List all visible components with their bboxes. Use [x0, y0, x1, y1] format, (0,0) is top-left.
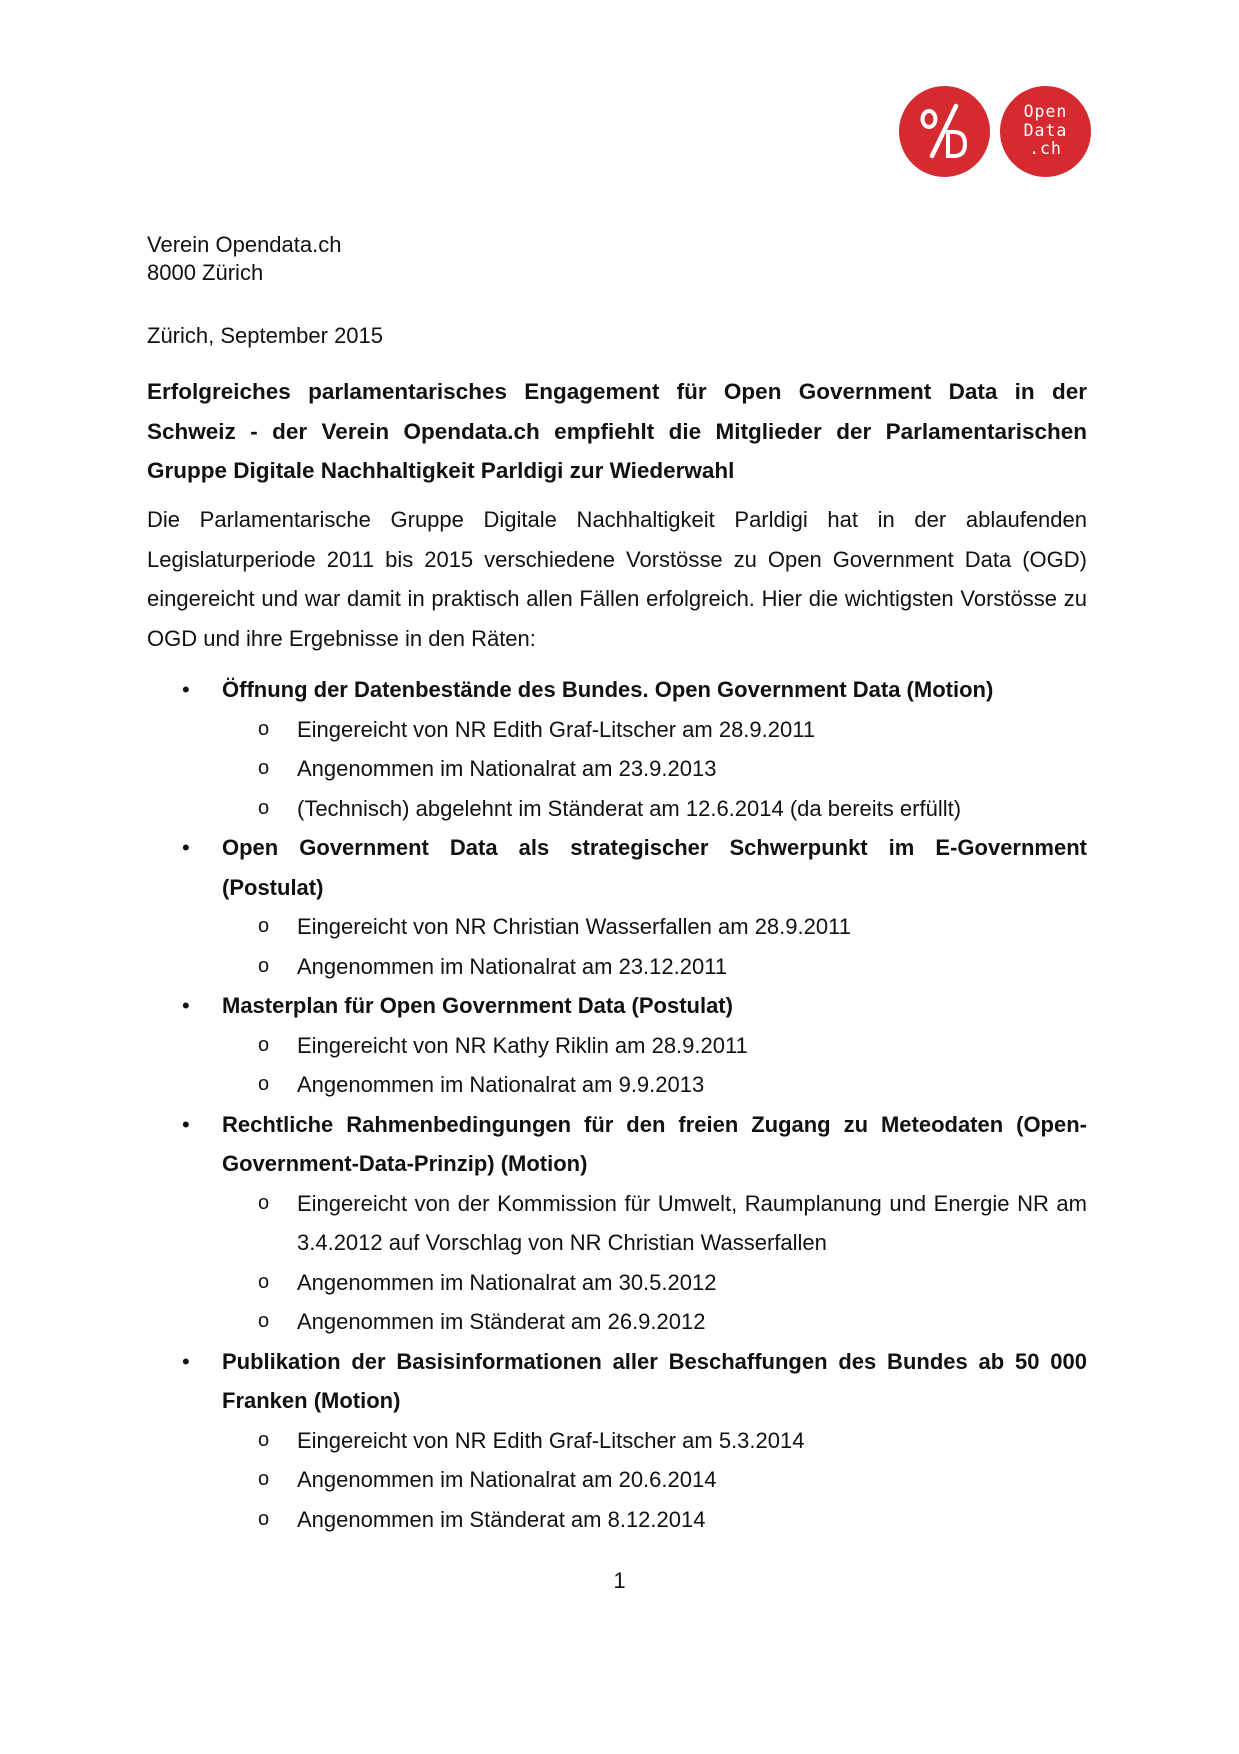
sub-bullet-icon: o [258, 757, 270, 779]
sub-list-item-text: Eingereicht von NR Christian Wasserfallen am 28.9.2011 [297, 914, 851, 939]
list-item-title: Publikation der Basisinformationen aller Beschaffungen des Bundes ab 50 000 Franken (Motion) [222, 1348, 1087, 1413]
sub-bullet-icon: o [258, 1270, 270, 1293]
sub-bullet-icon: o [258, 1191, 270, 1214]
percent-d-logo-icon [899, 86, 990, 177]
sub-list-item [222, 1065, 1087, 1105]
sub-list-item [222, 1026, 1087, 1066]
sub-list-item-text: Eingereicht von NR Edith Graf-Litscher am 28.9.2011 [297, 716, 816, 742]
sub-list-item-text: Angenommen im Nationalrat am 30.5.2012 [297, 1269, 717, 1295]
sub-list [222, 907, 1087, 986]
sub-bullet-icon: o [258, 1428, 270, 1451]
opendata-logo [899, 86, 1091, 178]
sub-list-item-text: Angenommen im Nationalrat am 20.6.2014 [297, 1467, 717, 1492]
sub-list-item [222, 710, 1087, 750]
intro-paragraph: Die Parlamentarische Gruppe Digitale Nachhaltigkeit Parldigi hat in der ablaufenden Legislaturperiode 2011 bis 2015 verschiedene Vorstösse zu Open Government Data (OGD) eingereicht und war damit in praktisch allen Fällen erfolgreich. Hier die wichtigsten Vorstösse zu OGD und ihre Ergebnisse in den Räten: [147, 507, 1087, 651]
sub-bullet-icon: o [258, 717, 270, 740]
sub-list [222, 1421, 1087, 1540]
sub-list-item [222, 907, 1087, 947]
bullet-icon: • [182, 677, 190, 702]
sub-list-item-text: Angenommen im Nationalrat am 23.12.2011 [297, 953, 728, 979]
bullet-icon: • [182, 1348, 190, 1374]
sub-bullet-icon: o [258, 915, 270, 937]
sub-bullet-icon: o [258, 1468, 270, 1490]
list-item-title: Open Government Data als strategischer Schwerpunkt im E-Government (Postulat) [222, 835, 1087, 900]
list-item [147, 1105, 1087, 1342]
sub-list-item-text: (Technisch) abgelehnt im Ständerat am 12.6.2014 (da bereits erfüllt) [297, 795, 962, 821]
sub-list-item [222, 789, 1087, 829]
sub-bullet-icon: o [258, 796, 270, 819]
list-item-title: Öffnung der Datenbestände des Bundes. Open Government Data (Motion) [222, 677, 994, 702]
list-item [147, 670, 1087, 828]
sub-list-item [222, 947, 1087, 987]
sub-list [222, 1184, 1087, 1342]
document-date: Zürich, September 2015 [147, 323, 384, 348]
sub-list-item [222, 749, 1087, 789]
list-item-title: Masterplan für Open Government Data (Postulat) [222, 993, 733, 1018]
bullet-icon: • [182, 1111, 190, 1137]
sub-list-item [222, 1184, 1087, 1263]
address-line-2: 8000 Zürich [147, 260, 264, 285]
page-number: 1 [613, 1568, 626, 1593]
sub-bullet-icon: o [258, 1310, 270, 1332]
sub-list-item [222, 1500, 1087, 1540]
sub-bullet-icon: o [258, 1073, 270, 1095]
motion-list [147, 670, 1087, 1539]
opendata-ch-logo-badge [1000, 86, 1091, 177]
list-item [147, 828, 1087, 986]
sub-bullet-icon: o [258, 1033, 270, 1056]
sub-list-item-text: Angenommen im Ständerat am 8.12.2014 [297, 1506, 706, 1532]
sub-list-item [222, 1302, 1087, 1342]
sub-list-item-text: Eingereicht von NR Kathy Riklin am 28.9.2011 [297, 1032, 748, 1058]
document-title: Erfolgreiches parlamentarisches Engagement für Open Government Data in der Schweiz - der Verein Opendata.ch empfiehlt die Mitglieder der Parlamentarischen Gruppe Digitale Nachhaltigkeit Parldigi zur Wiederwahl [147, 379, 1087, 483]
sub-bullet-icon: o [258, 954, 270, 977]
bullet-icon: • [182, 993, 190, 1018]
sub-list-item-text: Angenommen im Nationalrat am 23.9.2013 [297, 756, 717, 781]
address-line-1: Verein Opendata.ch [147, 232, 342, 257]
list-item-title: Rechtliche Rahmenbedingungen für den freien Zugang zu Meteodaten (Open-Government-Data-Prinzip) (Motion) [222, 1111, 1087, 1176]
list-item [147, 1342, 1087, 1540]
sub-list-item [222, 1421, 1087, 1461]
sub-bullet-icon: o [258, 1507, 270, 1530]
sub-list-item-text: Angenommen im Ständerat am 26.9.2012 [297, 1309, 706, 1334]
sub-list-item-text: Eingereicht von der Kommission für Umwelt, Raumplanung und Energie NR am 3.4.2012 auf Vorschlag von NR Christian Wasserfallen [297, 1190, 1087, 1255]
sender-address [147, 231, 341, 287]
sub-list-item-text: Angenommen im Nationalrat am 9.9.2013 [297, 1072, 705, 1097]
sub-list [222, 1026, 1087, 1105]
bullet-icon: • [182, 835, 190, 860]
sub-list-item [222, 1263, 1087, 1303]
list-item [147, 986, 1087, 1105]
sub-list-item-text: Eingereicht von NR Edith Graf-Litscher am 5.3.2014 [297, 1427, 805, 1453]
sub-list-item [222, 1460, 1087, 1500]
logo-text: Open Data .ch [1023, 102, 1068, 158]
sub-list [222, 710, 1087, 829]
